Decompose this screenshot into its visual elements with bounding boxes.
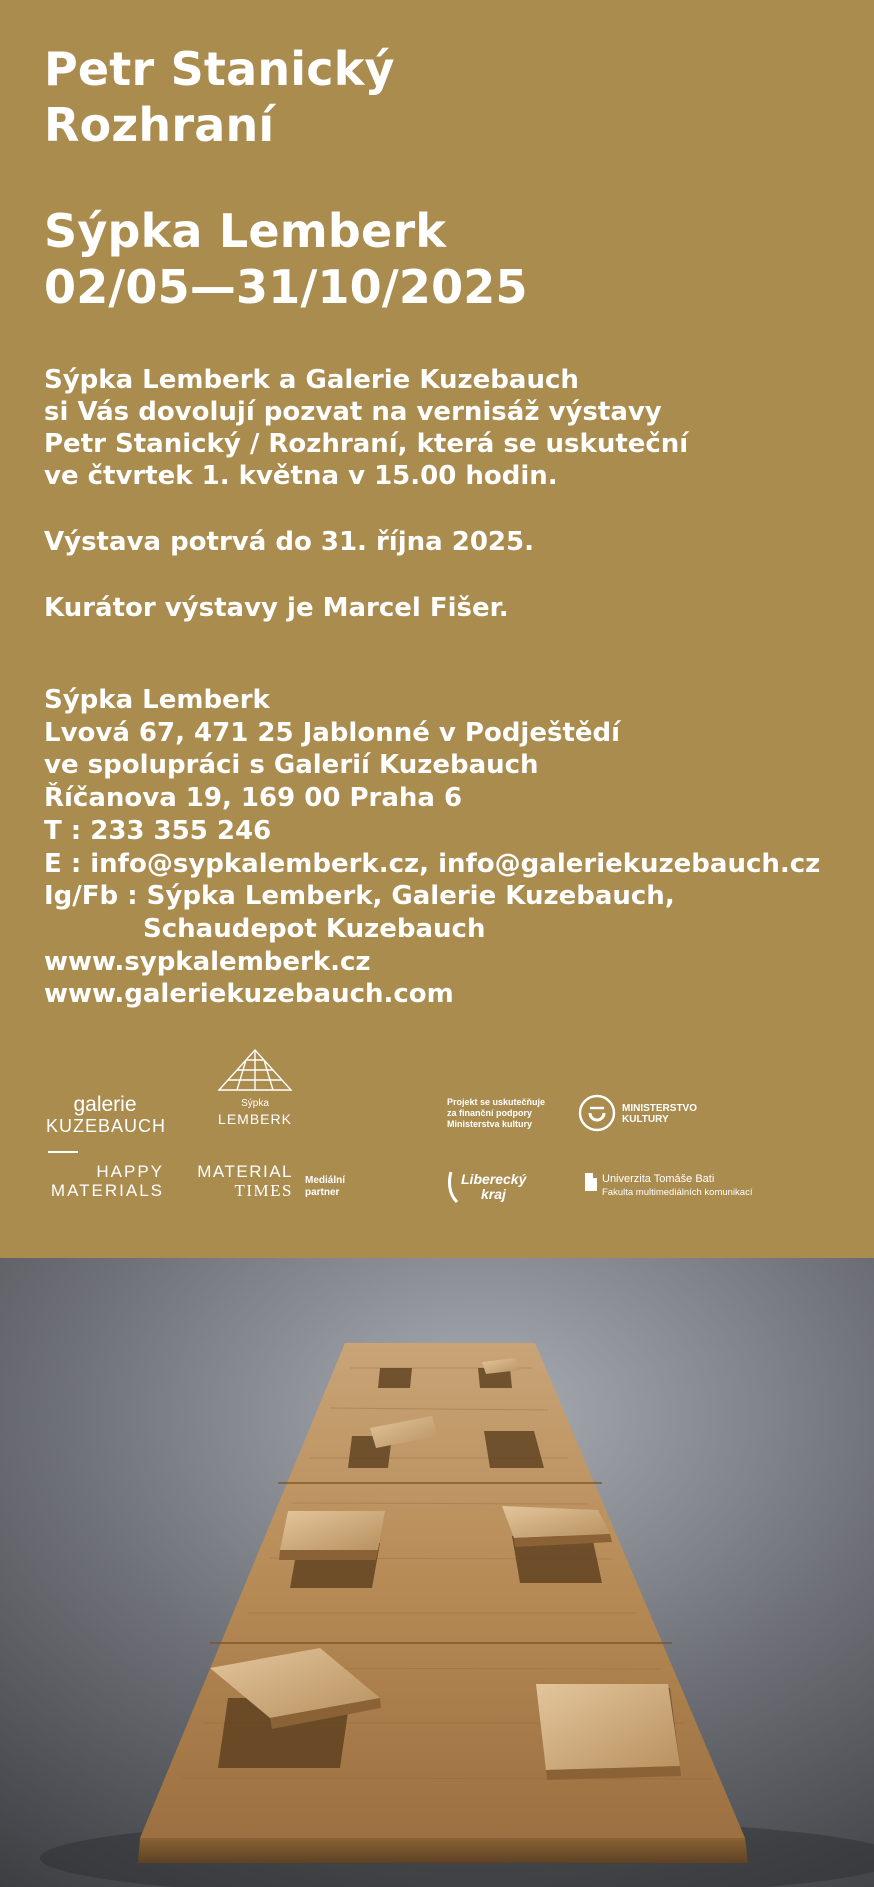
utb-line2: Fakulta multimediálních komunikací [602,1187,753,1198]
contact-phone: T : 233 355 246 [44,815,272,846]
galerie-kuzebauch-logo-top: galerie [73,1093,137,1116]
granary-roof-icon [217,1048,293,1092]
invitation-line: ve čtvrtek 1. května v 15.00 hodin. [44,461,558,491]
website-link[interactable]: www.sypkalemberk.cz [44,946,371,977]
utb-text [602,1172,752,1200]
contact-line: ve spolupráci s Galerií Kuzebauch [44,750,539,781]
exhibition-title: Rozhraní [44,98,275,152]
ministerstvo-kultury-line2: KULTURY [622,1114,669,1125]
happy-materials-logo-line1: HAPPY [96,1162,164,1181]
sypka-lemberk-logo [205,1048,305,1127]
university-emblem-icon [584,1172,598,1192]
material-times-logo [189,1162,293,1200]
curator-note: Kurátor výstavy je Marcel Fišer. [44,593,509,623]
happy-materials-logo-line2: MATERIALS [50,1181,164,1200]
material-times-logo-line1: MATERIAL [197,1162,293,1181]
invitation-line: Petr Stanický / Rozhraní, která se uskuteční [44,429,689,459]
contact-address: Lvová 67, 471 25 Jablonné v Podještědí [44,717,621,748]
project-support-note [447,1097,567,1130]
contact-email: E : info@sypkalemberk.cz, info@galeriekuzebauch.cz [44,848,821,879]
happy-materials-logo [46,1162,164,1200]
contact-address: Říčanova 19, 169 00 Praha 6 [44,783,463,814]
exhibition-dates: 02/05—31/10/2025 [44,260,528,314]
contact-social: Ig/Fb : Sýpka Lemberk, Galerie Kuzebauch, [44,881,675,912]
exhibition-duration: Výstava potrvá do 31. října 2025. [44,527,534,557]
venue-heading [44,203,804,315]
material-times-logo-line2: TIMES [234,1181,293,1200]
ministerstvo-kultury-logo [578,1094,728,1134]
sypka-lemberk-logo-big: LEMBERK [218,1111,292,1127]
contact-line: Sýpka Lemberk [44,685,270,715]
galerie-kuzebauch-logo-bottom: KUZEBAUCH [46,1116,167,1136]
wooden-sculpture-image [0,1258,874,1887]
invitation-line: si Vás dovolují pozvat na vernisáž výstavy [44,397,662,427]
utb-logo [584,1172,784,1212]
exhibition-heading [44,41,804,153]
liberecky-kraj-text [461,1172,526,1202]
utb-line1: Univerzita Tomáše Bati [602,1173,715,1185]
project-support-line: za finanční podpory [447,1108,533,1118]
project-support-line: Projekt se uskutečňuje [447,1097,546,1107]
contact-info [44,684,864,1011]
ministry-emblem-icon [578,1094,616,1132]
invitation-text [44,364,844,492]
partner-logos [0,1040,874,1220]
venue-name: Sýpka Lemberk [44,204,447,258]
contact-social-continuation: Schaudepot Kuzebauch [143,913,486,944]
sculpture-photo [0,1258,874,1887]
invitation-line: Sýpka Lemberk a Galerie Kuzebauch [44,365,579,395]
liberecky-kraj-logo [447,1170,547,1210]
galerie-kuzebauch-logo [46,1093,167,1136]
artist-name: Petr Stanický [44,42,395,96]
sypka-lemberk-logo-small: Sýpka [241,1098,269,1109]
logo-divider [48,1151,78,1153]
liberecky-kraj-line2: kraj [481,1186,506,1202]
ministerstvo-kultury-line1: MINISTERSTVO [622,1103,698,1114]
media-partner-label [305,1175,365,1199]
liberecky-kraj-line1: Liberecký [461,1171,527,1187]
project-support-line: Ministerstva kultury [447,1119,533,1129]
website-link[interactable]: www.galeriekuzebauch.com [44,979,454,1010]
media-partner-line1: Mediální [305,1175,346,1186]
media-partner-line2: partner [305,1187,340,1198]
ministerstvo-kultury-text [622,1103,697,1125]
